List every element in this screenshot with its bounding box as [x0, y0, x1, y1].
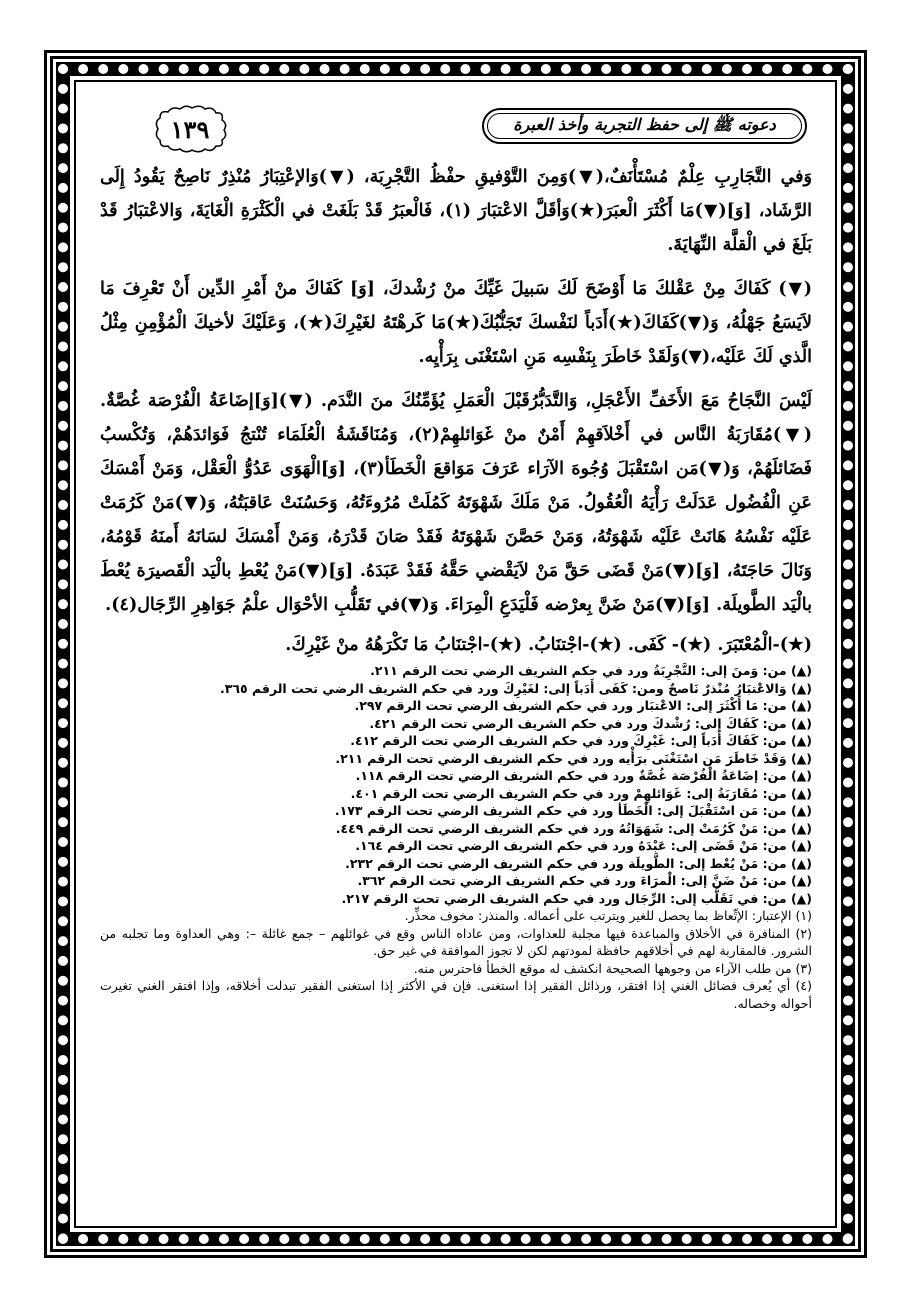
- reference-item: (▲) من: إضَاعَةُ الْفُرْصَة غُصَّةٌ ورد في حكم الشريف الرضي تحت الرقم ١١٨.: [355, 768, 812, 783]
- reference-item: (▲) من: مَنْ يُعْط إلى: الطَّويلَة ورد في حكم الشريف الرضي تحت الرقم ٢٣٢.: [345, 855, 812, 871]
- reference-item: (▲) من: وَمنَ إلى: التَّجْرِبَةُ ورد في حكم الشريف الرضي تحت الرقم ٢١١.: [370, 663, 812, 678]
- gloss-item: (٣) من طلب الآراء من وجوهها الصحيحة انكشف له موقع الخطأ فاحترس منه.: [413, 960, 812, 976]
- main-paragraph: (▼) كَفَاكَ مِنْ عَقْلكَ مَا أَوْضَحَ لَكَ سَبيلَ غَيِّكَ منْ رُشْدكَ، [وَ] كَفَاكَ منْ أَمْرِ الدِّين أَنْ تَعْرِفَ مَا لاَيَسَعُ جَهْلُهُ، وَ(▼)كَفَاكَ(★)أَدَباً لنَفْسكَ تَجَنُّبُكَ(★)مَا كَرهْتَهُ لغَيْرِكَ(★)، وَعَلَيْكَ لأخيكَ الْمُؤْمِنِ مِثْلُ الَّذي لَكَ عَلَيْه،(▼)وَلَقَدْ خَاطَرَ بِنَفْسِه مَنِ اسْتَغْنَى بِرَأْيِه.: [100, 279, 812, 367]
- reference-item: (▲) من: مُقَارَبَةُ إلى: غَوَائلهِمْ ورد في حكم الشريف الرضي تحت الرقم ٤٠١.: [350, 785, 812, 801]
- main-paragraph: لَيْسَ النَّجَاحُ مَعَ الأَخَفِّ الأَعْجَلِ، وَالتَّدَبُّرُقَبْلَ الْعَمَلِ يُؤَمِّنُكَ منَ النَّدَم. (▼)[وَ]إضَاعَةُ الْفُرْصَة غُصَّةٌ. (▼)مُقَارَبَةُ النَّاس في أَخْلاَقهِمْ أَمْنٌ منْ غَوَائلهِمْ(٢)، وَمُنَاقَشَةُ الْعُلَمَاء تُنْتجُ فَوَائدَهُمْ، وَتُكْسبُ فَضَائلَهُمْ، وَ(▼)مَن اسْتَقْبَلَ وُجُوهَ الآرَاء عَرَفَ مَوَاقعَ الْخَطَأ(٣)، [وَ]الْهَوَى عَدُوُّ الْعَقْل، وَمَنْ أَمْسَكَ عَنِ الْفُضُول عَدَلَتْ رَأْيَهُ الْعُقُولُ. مَنْ مَلَكَ شَهْوَتَهُ كَمُلَتْ مُرُوءَتُهُ، وَحَسُنَتْ عَاقبَتُهُ، وَ(▼)مَنْ كَرُمَتْ عَلَيْه نَفْسُهُ هَانَتْ عَلَيْه شَهْوَتُهُ، وَمَنْ حَصَّنَ شَهْوَتَهُ فَقَدْ صَانَ قَدْرَهُ، وَمَنْ أَمْسَكَ لسَانَهُ أَمنَهُ قَوْمُهُ، وَنَالَ حَاجَتَهُ، [وَ](▼)مَنْ قَضَى حَقَّ مَنْ لاَيَقْضي حَقَّهُ فَقَدْ عَبَدَهُ. [وَ](▼)مَنْ يُعْطِ بالْيَد الْقَصيرَة يُعْطَ بالْيَد الطَّويلَة. [وَ](▼)مَنْ ضَنَّ بِعرْضه فَلْيَدَعِ الْمِرَاءَ. وَ(▼)في تَقَلُّبِ الأحْوَال علْمُ جَوَاهِرِ الرِّجَال(٤).: [100, 391, 813, 615]
- reference-item: (▲) من: مَنْ قَضَى إلى: عَبْدَهُ ورد في حكم الشريف الرضي تحت الرقم ١٦٤.: [355, 838, 812, 853]
- gloss-item: (١) الإعتبار: الإتِّعاظ بما يحصل للغير ويترتب على أعماله. والمنذر: مخوف محذِّر.: [404, 908, 812, 923]
- reference-item: (▲) وَقَدْ خَاطَرَ مَن اسْتَغْنَى برَأْيه ورد في حكم الشريف الرضي تحت الرقم ٢١١.: [335, 750, 812, 766]
- reference-item: (▲) وَالاعْتبَارُ مُنْذرٌ نَاصحٌ ومن: كَفَى أَدَباً إلى: لغَيْرِكَ ورد في حكم الشريف الرضي تحت الرقم ٣٦٥.: [219, 680, 812, 696]
- reference-item: (▲) من: كَفَاكَ أَدَباً إلى: غَيْرِكَ ورد في حكم الشريف الرضي تحت الرقم ٤١٢.: [350, 733, 812, 748]
- page-number-badge: [150, 104, 230, 154]
- reference-item: (▲) من: مَنْ ضَنَّ إلى: الْمرَاءَ ورد في حكم الشريف الرضي تحت الرقم ٣٦٢.: [357, 873, 812, 888]
- reference-item: (▲) من: مَن اسْتَقْبَلَ إلى: الْخَطَأ ورد في حكم الشريف الرضي تحت الرقم ١٧٣.: [334, 803, 812, 818]
- page-content: [100, 160, 812, 1012]
- glosses-list: [100, 907, 812, 1012]
- reference-item: (▲) من: كَفَاكَ إلى: رُشْدكَ ورد في حكم الشريف الرضي تحت الرقم ٤٢١.: [369, 715, 812, 731]
- chapter-title: دعوته ﷺ إلى حفظ التجربة وأخذ العبرة: [513, 114, 776, 134]
- reference-item: (▲) من: مَا أَكْثَرَ إلى: الاعْتبَار ورد في حكم الشريف الرضي تحت الرقم ٢٩٧.: [354, 698, 812, 713]
- gloss-item: (٤) أي يُعرف فضائل الغني إذا افتقر، ورذائل الفقير إذا استغنى. فإن في الأكثر إذا استغنى الفقير تبدلت أخلاقه، وإذا افتقر الغني تغيرت أحواله وخصاله.: [100, 978, 812, 1011]
- variants-line: (★)-الْمُعْتَبَرَ. (★)- كَفَى. (★)-اجْتنَابُ. (★)-اجْتنَابُ مَا تَكْرَهُهُ منْ غَيْرِكَ.: [285, 635, 812, 655]
- reference-item: (▲) من: مَنْ كَرُمَتْ إلى: شَهَوَاتُهُ ورد في حكم الشريف الرضي تحت الرقم ٤٤٩.: [335, 820, 812, 836]
- gloss-item: (٢) المنافرة في الأخلاق والمباعدة فيها مجلبة للعداوات، ومن عاداه الناس وقع في غوائلهم – جمع غائلة –: وهي العداوة وما تجلبه من الشرور. فالمقاربة لهم في أخلاقهم حافظة لمودتهم لكن لا تجوز الموافقة في غير حق.: [100, 925, 812, 958]
- reference-item: (▲) من: في تَقَلُّب إلى: الرِّجَال ورد في حكم الشريف الرضي تحت الرقم ٢١٧.: [341, 890, 812, 906]
- page-number: ١٣٩: [170, 114, 210, 144]
- main-text: [100, 160, 812, 622]
- main-paragraph: وَفي التَّجَارِبِ عِلْمٌ مُسْتَأْنَفٌ،(▼)وَمِنَ التَّوْفيقِ حفْظُ التَّجْرِبَة، (▼)وَالإعْتِبَارُ مُنْذِرٌ نَاصِحٌ يَقُودُ إِلَى الرَّشَاد، [وَ](▼)مَا أَكْثَرَ الْعبَرَ(★)وَأقَلَّ الاعْتبَارَ (١)، فَالْعبَرُ قَدْ بَلَغَتْ في الْكَثْرَةِ الْغَايَةَ، وَالاعْتبَارُ قَدْ بَلَغَ في الْقلَّة النِّهَايَةَ.: [100, 167, 812, 255]
- references-list: [100, 662, 812, 907]
- chapter-title-box: [482, 108, 807, 144]
